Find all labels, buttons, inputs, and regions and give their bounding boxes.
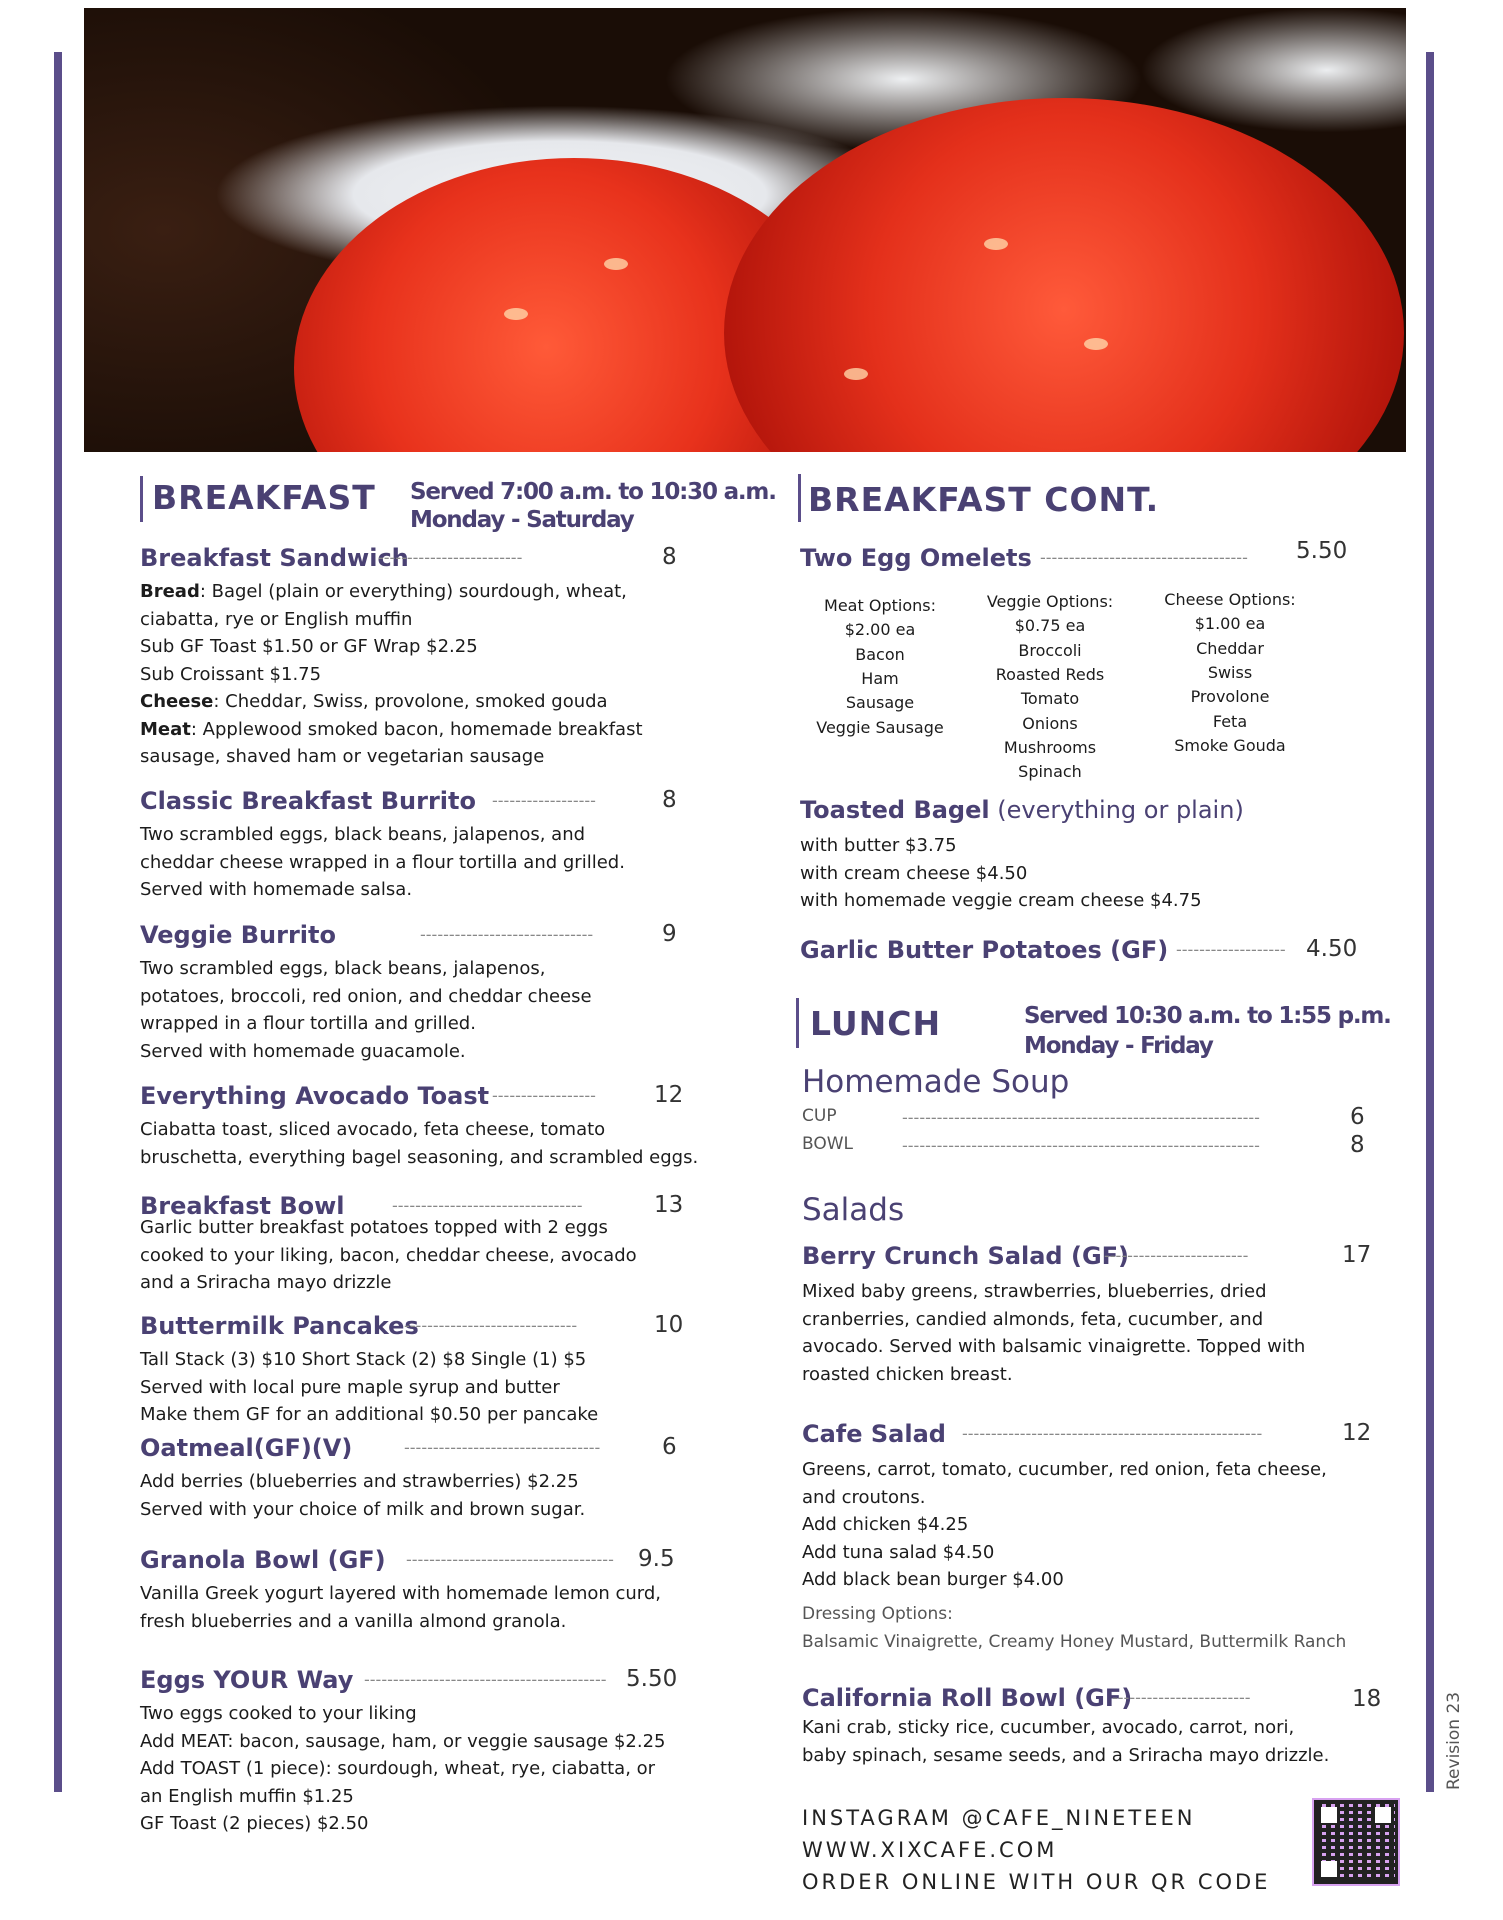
- omelet-option: Ham: [861, 668, 899, 688]
- california-leader: ------------------------: [1112, 1688, 1251, 1707]
- soup-size: CUP: [802, 1106, 837, 1126]
- menu-item-name: Granola Bowl (GF): [140, 1546, 386, 1574]
- description-text: Two scrambled eggs, black beans, jalapenos,: [140, 958, 546, 979]
- menu-item-description-line: [140, 1144, 698, 1172]
- dotted-leader: ------------------: [492, 791, 596, 810]
- menu-item-description-line: [140, 1374, 560, 1402]
- description-text: Sub Croissant $1.75: [140, 663, 322, 685]
- website-link[interactable]: WWW.XIXCAFE.COM: [802, 1838, 1058, 1862]
- menu-item-description-line: [140, 1700, 417, 1728]
- dotted-leader: ---------------------------------: [392, 1196, 583, 1215]
- description-text: and a Sriracha mayo drizzle: [140, 1272, 392, 1293]
- menu-item-price: 17: [1342, 1242, 1372, 1268]
- dotted-leader: ------------------------------: [404, 1316, 578, 1335]
- description-text: fresh blueberries and a vanilla almond granola.: [140, 1610, 567, 1632]
- menu-item-description-line: Add chicken $4.25: [802, 1514, 969, 1535]
- menu-item-price: 8: [662, 544, 677, 570]
- menu-item-description-line: [140, 606, 412, 634]
- omelet-option: Roasted Reds: [995, 664, 1105, 684]
- bagel-option-line: with homemade veggie cream cheese $4.75: [800, 890, 1202, 911]
- menu-item-description-line: cranberries, candied almonds, feta, cucumber, and: [802, 1308, 1264, 1330]
- menu-item-description-line: [140, 955, 545, 983]
- menu-item-description-line: [140, 716, 643, 744]
- dotted-leader: -------------------------: [1104, 1246, 1249, 1265]
- left-border-rule: [54, 52, 62, 1792]
- description-text: Add berries (blueberries and strawberries) $2.25: [140, 1471, 579, 1492]
- menu-item-description-line: [140, 821, 585, 849]
- order-online-text: ORDER ONLINE WITH OUR QR CODE: [802, 1870, 1271, 1894]
- description-text: Ciabatta toast, sliced avocado, feta cheese, tomato: [140, 1119, 606, 1140]
- breakfast-heading-bar: [140, 476, 143, 522]
- lunch-title: LUNCH: [810, 1004, 942, 1043]
- description-text: Make them GF for an additional $0.50 per pancake: [140, 1404, 599, 1425]
- description-text: sausage, shaved ham or vegetarian sausage: [140, 746, 545, 767]
- omelet-option: Feta: [1212, 711, 1248, 731]
- menu-item-description-line: [140, 1242, 637, 1270]
- menu-item-description-line: roasted chicken breast.: [802, 1363, 1013, 1385]
- dotted-leader: ------------------------------------------: [364, 1670, 607, 1689]
- menu-item-description-line: [140, 1038, 466, 1066]
- lunch-served-days: Monday - Friday: [1024, 1033, 1213, 1059]
- omelet-option: Swiss: [1207, 662, 1253, 682]
- breakfast-served-hours: Served 7:00 a.m. to 10:30 a.m.: [410, 479, 776, 505]
- description-text: GF Toast (2 pieces) $2.50: [140, 1813, 369, 1834]
- california-name: California Roll Bowl (GF): [802, 1684, 1133, 1712]
- description-text: Served with your choice of milk and brown sugar.: [140, 1498, 586, 1520]
- bagel-name: [800, 796, 1244, 824]
- menu-item-name: Breakfast Bowl: [140, 1192, 345, 1220]
- omelet-option: $1.00 ea: [1194, 614, 1266, 634]
- menu-item-description-line: Greens, carrot, tomato, cucumber, red onion, feta cheese,: [802, 1459, 1327, 1480]
- right-border-rule: [1426, 52, 1434, 1792]
- menu-item-name: Buttermilk Pancakes: [140, 1312, 419, 1340]
- omelets-name: Two Egg Omelets: [800, 544, 1032, 572]
- menu-item-price: 6: [662, 1434, 677, 1460]
- menu-item-name: Classic Breakfast Burrito: [140, 787, 476, 815]
- hero-food-photo: [84, 8, 1406, 452]
- description-text: Served with local pure maple syrup and butter: [140, 1376, 560, 1398]
- omelet-option: Veggie Options:: [986, 592, 1114, 611]
- breakfast-served-days: Monday - Saturday: [410, 507, 634, 533]
- soup-heading: Homemade Soup: [802, 1064, 1070, 1100]
- tomato-slice-right: [724, 98, 1404, 452]
- description-text: an English muffin $1.25: [140, 1785, 354, 1807]
- description-text: Two scrambled eggs, black beans, jalapenos, and: [140, 824, 586, 845]
- revision-label: Revision 23: [1444, 1691, 1464, 1790]
- menu-item-price: 10: [654, 1312, 684, 1338]
- menu-item-name: Breakfast Sandwich: [140, 544, 409, 572]
- tomato-seed: [604, 258, 628, 270]
- menu-item-description-line: [140, 1214, 608, 1242]
- description-label: Bread: [140, 581, 200, 602]
- menu-item-name: Berry Crunch Salad (GF): [802, 1242, 1129, 1270]
- dotted-leader: ------------------------------: [420, 925, 594, 944]
- potatoes-name: Garlic Butter Potatoes (GF): [800, 936, 1169, 964]
- menu-item-description-line: Add black bean burger $4.00: [802, 1569, 1064, 1590]
- description-text: wrapped in a flour tortilla and grilled.: [140, 1013, 476, 1034]
- menu-item-price: 5.50: [626, 1666, 678, 1692]
- menu-item-name: Cafe Salad: [802, 1420, 946, 1448]
- california-price: 18: [1352, 1686, 1382, 1712]
- menu-item-description-line: Add tuna salad $4.50: [802, 1541, 995, 1563]
- menu-item-description-line: [140, 1401, 598, 1429]
- description-text: Add TOAST (1 piece): sourdough, wheat, rye, ciabatta, or: [140, 1758, 656, 1779]
- description-text: cooked to your liking, bacon, cheddar cheese, avocado: [140, 1244, 637, 1266]
- menu-item-description-line: [140, 1269, 391, 1297]
- dotted-leader: --------------------------------------------------------------: [902, 1108, 1260, 1127]
- description-text: Tall Stack (3) $10 Short Stack (2) $8 Single (1) $5: [140, 1349, 587, 1370]
- potatoes-leader: -------------------: [1176, 940, 1286, 959]
- description-label: Meat: [140, 718, 191, 740]
- menu-item-description-line: [140, 876, 412, 904]
- menu-item-description-line: and croutons.: [802, 1486, 926, 1508]
- menu-item-description-line: [140, 1010, 476, 1038]
- omelet-option: Provolone: [1190, 687, 1270, 707]
- menu-item-description-line: baby spinach, sesame seeds, and a Sriracha mayo drizzle.: [802, 1744, 1330, 1766]
- description-text: potatoes, broccoli, red onion, and cheddar cheese: [140, 985, 592, 1007]
- tomato-seed: [504, 308, 528, 320]
- menu-item-description-line: [140, 1580, 661, 1608]
- description-text: Served with homemade salsa.: [140, 879, 413, 900]
- menu-item-description-line: [140, 1810, 368, 1838]
- omelets-price: 5.50: [1296, 538, 1348, 564]
- menu-item-price: 9.5: [638, 1546, 675, 1572]
- qr-code-icon[interactable]: [1312, 1798, 1400, 1886]
- menu-item-description-line: [140, 1783, 354, 1811]
- menu-item-description-line: [140, 1728, 665, 1756]
- soup-size: BOWL: [802, 1134, 854, 1154]
- description-text: : Applewood smoked bacon, homemade breakfast: [190, 718, 643, 740]
- breakfast-cont-heading-bar: [798, 474, 801, 522]
- description-text: : Bagel (plain or everything) sourdough, wheat,: [199, 581, 627, 602]
- qr-code-pattern: [1317, 1803, 1395, 1881]
- description-text: Served with homemade guacamole.: [140, 1040, 466, 1062]
- description-text: Vanilla Greek yogurt layered with homemade lemon curd,: [140, 1583, 662, 1604]
- menu-item-name: Veggie Burrito: [140, 921, 336, 949]
- omelet-option: Mushrooms: [1003, 737, 1097, 757]
- omelet-option: Sausage: [845, 693, 915, 713]
- tomato-seed: [1084, 338, 1108, 350]
- bagel-option-line: with butter $3.75: [800, 835, 957, 856]
- bagel-title: Toasted Bagel: [800, 796, 990, 824]
- menu-item-description-line: [140, 743, 544, 771]
- omelet-option: $0.75 ea: [1014, 616, 1086, 636]
- menu-item-name: Oatmeal(GF)(V): [140, 1434, 353, 1462]
- dotted-leader: ------------------------------------: [406, 1550, 614, 1569]
- omelet-option: Meat Options:: [824, 596, 936, 615]
- description-text: Two eggs cooked to your liking: [140, 1703, 417, 1724]
- omelets-leader: ------------------------------------: [1040, 548, 1248, 567]
- menu-item-price: 13: [654, 1192, 684, 1218]
- dotted-leader: --------------------------------------------------------------: [902, 1136, 1260, 1155]
- menu-item-price: 12: [1342, 1420, 1372, 1446]
- dressing-label: Dressing Options:: [802, 1604, 953, 1624]
- menu-item-description-line: avocado. Served with balsamic vinaigrette. Topped with: [802, 1336, 1306, 1357]
- soup-price: 6: [1350, 1104, 1365, 1130]
- breakfast-title: BREAKFAST: [152, 478, 376, 517]
- instagram-handle[interactable]: INSTAGRAM @CAFE_NINETEEN: [802, 1806, 1196, 1830]
- menu-item-description-line: [140, 983, 592, 1011]
- menu-item-description-line: [140, 1116, 605, 1144]
- menu-item-description-line: [140, 633, 478, 661]
- salads-heading: Salads: [802, 1192, 905, 1228]
- dotted-leader: ------------------: [492, 1086, 596, 1105]
- menu-item-description-line: Kani crab, sticky rice, cucumber, avocado, carrot, nori,: [802, 1717, 1295, 1738]
- omelet-option: Bacon: [855, 644, 905, 664]
- description-text: bruschetta, everything bagel seasoning, and scrambled eggs.: [140, 1146, 699, 1168]
- dotted-leader: -------------------------: [378, 548, 523, 567]
- omelet-option: Cheddar: [1196, 638, 1264, 658]
- dotted-leader: ----------------------------------: [404, 1438, 601, 1457]
- description-text: cheddar cheese wrapped in a flour tortilla and grilled.: [140, 851, 625, 873]
- menu-item-description-line: [140, 1608, 566, 1636]
- omelet-option: Broccoli: [1018, 640, 1082, 660]
- omelet-option: Cheese Options:: [1164, 590, 1296, 609]
- menu-item-description-line: [140, 1468, 579, 1496]
- lunch-served-hours: Served 10:30 a.m. to 1:55 p.m.: [1024, 1003, 1391, 1029]
- soup-price: 8: [1350, 1132, 1365, 1158]
- description-text: Add MEAT: bacon, sausage, ham, or veggie sausage $2.25: [140, 1730, 666, 1752]
- description-text: Sub GF Toast $1.50 or GF Wrap $2.25: [140, 636, 478, 657]
- tomato-seed: [844, 368, 868, 380]
- menu-item-description-line: [140, 688, 608, 716]
- lunch-heading-bar: [796, 998, 799, 1048]
- menu-item-description-line: [140, 661, 321, 689]
- menu-item-description-line: [140, 578, 627, 606]
- omelet-option: Tomato: [1020, 689, 1080, 709]
- dotted-leader: ----------------------------------------------------: [962, 1424, 1263, 1443]
- menu-item-name: Everything Avocado Toast: [140, 1082, 490, 1110]
- omelet-option: Veggie Sausage: [816, 717, 944, 737]
- menu-item-name: Eggs YOUR Way: [140, 1666, 354, 1694]
- menu-item-description-line: Mixed baby greens, strawberries, blueberries, dried: [802, 1281, 1267, 1302]
- menu-item-description-line: [140, 1496, 585, 1524]
- potatoes-price: 4.50: [1306, 936, 1358, 962]
- tomato-seed: [984, 238, 1008, 250]
- omelet-option: Smoke Gouda: [1174, 735, 1286, 755]
- dressing-list: Balsamic Vinaigrette, Creamy Honey Mustard, Buttermilk Ranch: [802, 1632, 1347, 1652]
- omelet-option: Spinach: [1018, 762, 1082, 782]
- description-text: : Cheddar, Swiss, provolone, smoked gouda: [213, 691, 608, 712]
- description-text: Garlic butter breakfast potatoes topped with 2 eggs: [140, 1217, 608, 1238]
- menu-item-price: 12: [654, 1082, 684, 1108]
- bagel-subtitle: (everything or plain): [989, 796, 1244, 824]
- menu-item-price: 8: [662, 787, 677, 813]
- breakfast-cont-title: BREAKFAST CONT.: [808, 480, 1160, 519]
- menu-item-price: 9: [662, 921, 677, 947]
- menu-item-description-line: [140, 849, 625, 877]
- menu-item-description-line: [140, 1346, 586, 1374]
- omelet-option: Onions: [1022, 713, 1078, 733]
- description-text: ciabatta, rye or English muffin: [140, 608, 413, 630]
- omelet-option: $2.00 ea: [844, 620, 916, 640]
- description-label: Cheese: [140, 691, 214, 712]
- bagel-option-line: with cream cheese $4.50: [800, 862, 1028, 884]
- menu-item-description-line: [140, 1755, 655, 1783]
